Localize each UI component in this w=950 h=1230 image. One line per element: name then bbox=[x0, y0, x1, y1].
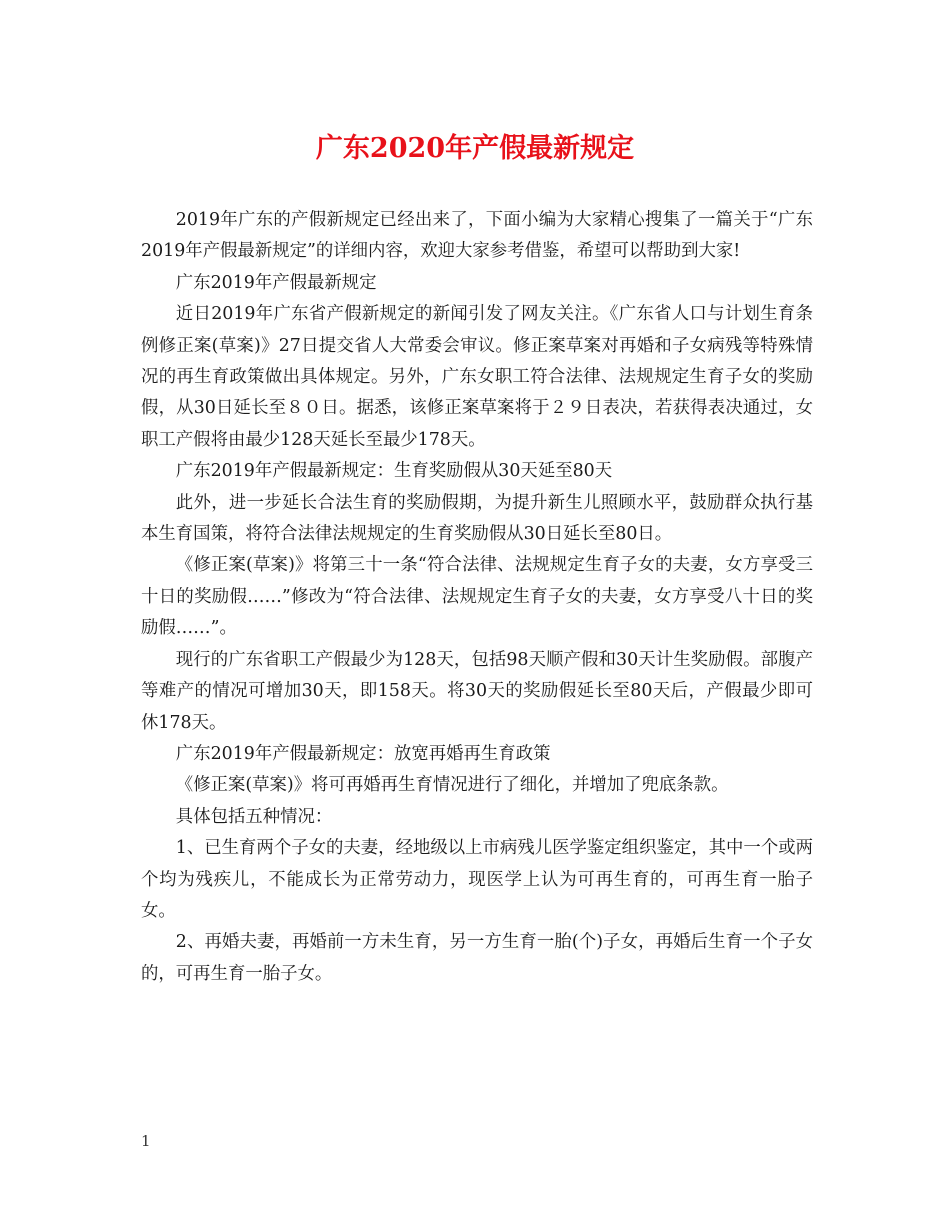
paragraph-heading-3: 广东2019年产假最新规定：放宽再婚再生育政策 bbox=[175, 743, 551, 764]
paragraph-heading-2: 广东2019年产假最新规定：生育奖励假从30天延至80天 bbox=[175, 461, 613, 482]
paragraph-case-1: 1、已生育两个子女的夫妻，经地级以上市病残儿医学鉴定组织鉴定，其中一个或两个均为残疾儿，不能成长为正常劳动力，现医学上认为可再生育的，可再生育一胎子女。 bbox=[141, 838, 813, 921]
paragraph-current-leave: 现行的广东省职工产假最少为128天，包括98天顺产假和30天计生奖励假。部腹产等难产的情况可增加30天，即158天。将30天的奖励假延长至80天后，产假最少即可休178天。 bbox=[141, 649, 813, 733]
paragraph-news: 近日2019年广东省产假新规定的新闻引发了网友关注。《广东省人口与计划生育条例修正案(草案)》27日提交省人大常委会审议。修正案草案对再婚和子女病残等特殊情况的再生育政策做出具体规定。另外，广东女职工符合法律、法规规定生育子女的奖励假，从30日延长至８０日。据悉，该修正案草案将于２９日表决，若获得表决通过，女职工产假将由最少128天延长至最少178天。 bbox=[141, 304, 813, 450]
paragraph-case-2: 2、再婚夫妻，再婚前一方未生育，另一方生育一胎(个)子女，再婚后生育一个子女的，可再生育一胎子女。 bbox=[141, 932, 813, 984]
paragraph-extension: 此外，进一步延长合法生育的奖励假期，为提升新生儿照顾水平，鼓励群众执行基本生育国策，将符合法律法规规定的生育奖励假从30日延长至80日。 bbox=[141, 492, 813, 545]
document-title: 广东2020年产假最新规定 bbox=[315, 133, 635, 164]
paragraph-five-cases: 具体包括五种情况： bbox=[175, 806, 333, 827]
document-body bbox=[141, 205, 813, 990]
paragraph-amendment: 《修正案(草案)》将第三十一条“符合法律、法规规定生育子女的夫妻，女方享受三十日的奖励假……”修改为“符合法律、法规规定生育子女的夫妻，女方享受八十日的奖励假……”。 bbox=[141, 555, 813, 639]
paragraph-intro: 2019年广东的产假新规定已经出来了，下面小编为大家精心搜集了一篇关于“广东2019年产假最新规定”的详细内容，欢迎大家参考借鉴，希望可以帮助到大家! bbox=[141, 210, 813, 262]
paragraph-remarriage: 《修正案(草案)》将可再婚再生育情况进行了细化，并增加了兜底条款。 bbox=[175, 775, 729, 796]
paragraph-heading-1: 广东2019年产假最新规定 bbox=[175, 272, 377, 293]
page-number: 1 bbox=[141, 1132, 151, 1150]
